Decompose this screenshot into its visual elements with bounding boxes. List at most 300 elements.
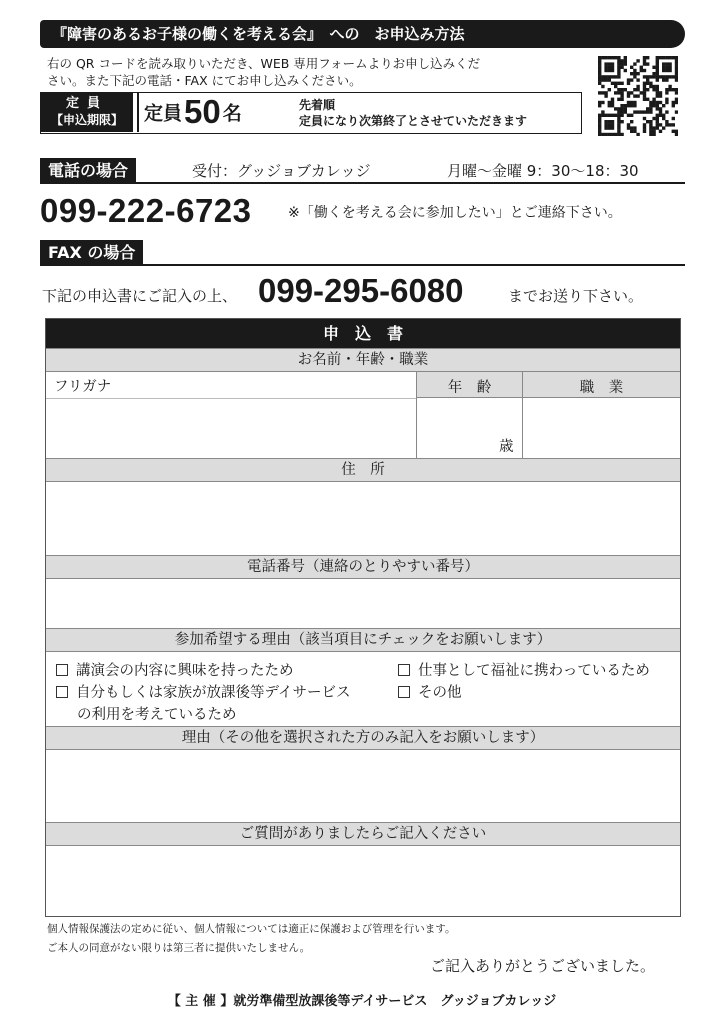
qr-module [649, 82, 652, 85]
other-reason-section-header: 理由（その他を選択された方のみ記入をお願いします） [46, 726, 680, 750]
reason-option-4-label: その他 [418, 685, 462, 701]
qr-module [675, 62, 678, 65]
qr-module [646, 98, 649, 101]
qr-module [608, 88, 611, 91]
address-field[interactable] [46, 483, 680, 555]
qr-module [617, 107, 620, 110]
qr-module [627, 101, 630, 104]
qr-module [598, 104, 601, 107]
qr-module [620, 104, 623, 107]
qr-module [620, 107, 623, 110]
qr-module [656, 56, 659, 59]
qr-module [659, 56, 662, 59]
qr-module [627, 94, 630, 97]
qr-module [604, 56, 607, 59]
qr-module [665, 98, 668, 101]
qr-module [636, 59, 639, 62]
qr-module [656, 107, 659, 110]
qr-module [598, 123, 601, 126]
qr-module [659, 91, 662, 94]
qr-module [633, 72, 636, 75]
qr-module [630, 114, 633, 117]
qr-module [614, 107, 617, 110]
qr-module [617, 117, 620, 120]
qr-module [604, 62, 607, 65]
qr-module [633, 110, 636, 113]
qr-module [656, 120, 659, 123]
thanks-text: ご記入ありがとうございました。 [430, 957, 656, 975]
capacity-box [40, 92, 582, 134]
qr-module [662, 66, 665, 69]
qr-module [633, 104, 636, 107]
qr-module [617, 126, 620, 129]
qr-module [652, 104, 655, 107]
qr-module [649, 120, 652, 123]
qr-module [643, 82, 646, 85]
qr-module [649, 101, 652, 104]
qr-module [643, 94, 646, 97]
checkbox-icon[interactable] [56, 686, 68, 698]
qr-module [656, 78, 659, 81]
qr-module [598, 101, 601, 104]
qr-module [608, 104, 611, 107]
questions-field[interactable] [46, 847, 680, 916]
qr-module [598, 66, 601, 69]
qr-module [643, 75, 646, 78]
qr-module [675, 88, 678, 91]
qr-module [620, 94, 623, 97]
qr-module [675, 69, 678, 72]
qr-module [643, 126, 646, 129]
qr-module [662, 117, 665, 120]
reason-section-header: 参加希望する理由（該当項目にチェックをお願いします） [46, 628, 680, 652]
qr-module [652, 126, 655, 129]
qr-module [649, 110, 652, 113]
qr-module [604, 94, 607, 97]
qr-module [643, 110, 646, 113]
qr-module [614, 91, 617, 94]
qr-module [608, 62, 611, 65]
page-title-bar [40, 20, 685, 48]
intro-text [47, 55, 582, 89]
qr-module [662, 62, 665, 65]
qr-module [649, 104, 652, 107]
qr-module [675, 133, 678, 136]
qr-module [624, 56, 627, 59]
qr-module [656, 104, 659, 107]
qr-module [662, 75, 665, 78]
qr-module [649, 85, 652, 88]
qr-module [675, 130, 678, 133]
qr-module [630, 104, 633, 107]
application-form [45, 318, 681, 917]
checkbox-icon[interactable] [398, 664, 410, 676]
qr-module [611, 66, 614, 69]
qr-module [630, 126, 633, 129]
qr-module [656, 126, 659, 129]
qr-module [608, 101, 611, 104]
qr-module [604, 66, 607, 69]
capacity-number: 50 [184, 93, 221, 130]
qr-module [652, 75, 655, 78]
qr-module [633, 130, 636, 133]
qr-module [672, 104, 675, 107]
name-section-header: お名前・年齢・職業 [46, 348, 680, 372]
qr-module [611, 75, 614, 78]
checkbox-icon[interactable] [398, 686, 410, 698]
qr-module [608, 75, 611, 78]
qr-module [662, 126, 665, 129]
reason-option-4[interactable] [398, 681, 462, 702]
qr-module [656, 75, 659, 78]
qr-module [614, 133, 617, 136]
qr-module [601, 85, 604, 88]
age-unit: 歳 [499, 439, 514, 455]
qr-module [675, 101, 678, 104]
qr-module [646, 88, 649, 91]
qr-module [672, 88, 675, 91]
qr-module [652, 66, 655, 69]
qr-module [643, 123, 646, 126]
qr-module [643, 69, 646, 72]
qr-module [601, 114, 604, 117]
reason-option-2-label: 仕事として福祉に携わっているため [418, 663, 650, 679]
intro-line-1: 右の QR コードを読み取りいただき、WEB 専用フォームよりお申し込みくだ [47, 56, 481, 71]
qr-module [675, 98, 678, 101]
qr-module [636, 88, 639, 91]
qr-module [617, 72, 620, 75]
qr-module [611, 69, 614, 72]
qr-module [675, 75, 678, 78]
qr-module [630, 120, 633, 123]
capacity-prefix: 定員 [144, 102, 183, 125]
qr-module [617, 130, 620, 133]
qr-module [656, 85, 659, 88]
qr-module [627, 78, 630, 81]
qr-module [633, 69, 636, 72]
reason-option-2[interactable] [398, 659, 650, 680]
qr-module [633, 88, 636, 91]
qr-module [608, 56, 611, 59]
job-field[interactable] [523, 399, 680, 457]
qr-module [652, 98, 655, 101]
qr-module [604, 91, 607, 94]
qr-module [656, 123, 659, 126]
qr-module [624, 69, 627, 72]
qr-module [604, 69, 607, 72]
qr-module [668, 56, 671, 59]
capacity-value [144, 93, 242, 132]
furigana-label: フリガナ [54, 379, 112, 395]
qr-module [617, 110, 620, 113]
qr-module [627, 91, 630, 94]
qr-module [614, 114, 617, 117]
qr-module [627, 126, 630, 129]
qr-module [598, 72, 601, 75]
qr-module [675, 78, 678, 81]
qr-module [665, 123, 668, 126]
capacity-label-deadline: 【申込期限】 [50, 113, 123, 127]
checkbox-icon[interactable] [56, 664, 68, 676]
privacy-line-2: ご本人の同意がない限りは第三者に提供いたしません。 [47, 942, 311, 954]
capacity-note-line-1: 先着順 [299, 98, 336, 112]
capacity-label-title: 定員 [65, 96, 108, 111]
qr-module [643, 56, 646, 59]
reason-option-1-label: 講演会の内容に興味を持ったため [76, 663, 294, 679]
qr-module [665, 120, 668, 123]
qr-module [672, 56, 675, 59]
qr-module [598, 117, 601, 120]
qr-module [636, 72, 639, 75]
qr-module [659, 110, 662, 113]
qr-module [601, 78, 604, 81]
qr-module [614, 56, 617, 59]
qr-module [624, 107, 627, 110]
capacity-suffix: 名 [222, 102, 242, 125]
reason-option-3[interactable] [56, 681, 350, 702]
qr-module [620, 82, 623, 85]
reason-option-3-continuation: の利用を考えているため [77, 707, 237, 723]
qr-module [633, 75, 636, 78]
qr-module [665, 110, 668, 113]
qr-module [598, 114, 601, 117]
qr-module [672, 117, 675, 120]
qr-module [652, 72, 655, 75]
qr-module [665, 101, 668, 104]
qr-module [672, 123, 675, 126]
qr-module [598, 91, 601, 94]
qr-module [598, 56, 601, 59]
qr-module [675, 66, 678, 69]
qr-module [672, 75, 675, 78]
qr-module [604, 123, 607, 126]
qr-module [665, 88, 668, 91]
qr-module [656, 69, 659, 72]
qr-module [662, 104, 665, 107]
phone-reception: 受付：グッジョブカレッジ [192, 162, 371, 180]
qr-module [665, 62, 668, 65]
qr-module [611, 101, 614, 104]
page-title: 『障害のあるお子様の働くを考える会』 への お申込み方法 [52, 25, 465, 43]
qr-module [601, 133, 604, 136]
qr-module [611, 62, 614, 65]
qr-module [636, 94, 639, 97]
qr-module [643, 59, 646, 62]
qr-module [665, 75, 668, 78]
qr-module [656, 66, 659, 69]
qr-module [656, 117, 659, 120]
qr-module [643, 98, 646, 101]
capacity-divider [137, 93, 139, 132]
qr-module [617, 114, 620, 117]
qr-module [624, 62, 627, 65]
qr-module [604, 126, 607, 129]
qr-module [608, 126, 611, 129]
qr-module [598, 126, 601, 129]
qr-module [665, 91, 668, 94]
qr-module [668, 66, 671, 69]
qr-module [627, 82, 630, 85]
qr-module [608, 114, 611, 117]
qr-module [620, 62, 623, 65]
qr-module [617, 123, 620, 126]
qr-module [643, 91, 646, 94]
qr-module [598, 120, 601, 123]
address-section-header: 住 所 [46, 458, 680, 482]
qr-module [620, 66, 623, 69]
qr-module [668, 69, 671, 72]
phone-section-tag: 電話の場合 [40, 158, 136, 183]
qr-module [611, 114, 614, 117]
qr-module [614, 82, 617, 85]
privacy-notice [47, 920, 455, 958]
qr-module [611, 126, 614, 129]
qr-module [656, 88, 659, 91]
qr-module [659, 94, 662, 97]
qr-module [620, 88, 623, 91]
fax-post-text: までお送り下さい。 [508, 287, 644, 305]
qr-module [636, 78, 639, 81]
qr-module [624, 110, 627, 113]
phone-field[interactable] [46, 580, 680, 628]
qr-module [652, 117, 655, 120]
qr-module [640, 69, 643, 72]
qr-module [630, 78, 633, 81]
phone-number[interactable]: 099-222-6723 [40, 192, 252, 229]
qr-module [604, 78, 607, 81]
qr-module [611, 98, 614, 101]
qr-module [643, 62, 646, 65]
qr-module [630, 91, 633, 94]
qr-module [598, 69, 601, 72]
qr-module [608, 66, 611, 69]
qr-module [668, 75, 671, 78]
qr-module [636, 110, 639, 113]
qr-module [665, 66, 668, 69]
qr-module [656, 94, 659, 97]
qr-module [601, 91, 604, 94]
fax-pre-text: 下記の申込書にご記入の上、 [42, 287, 238, 305]
qr-module [620, 110, 623, 113]
qr-module [636, 85, 639, 88]
qr-module [633, 62, 636, 65]
qr-module [640, 91, 643, 94]
qr-module [675, 56, 678, 59]
qr-module [611, 56, 614, 59]
qr-module [617, 120, 620, 123]
qr-module [646, 82, 649, 85]
qr-module [627, 104, 630, 107]
qr-module [659, 123, 662, 126]
qr-module [643, 117, 646, 120]
qr-module [617, 75, 620, 78]
phone-note: ※「働くを考える会に参加したい」とご連絡下さい。 [288, 205, 622, 221]
capacity-label [41, 93, 133, 132]
qr-module [601, 110, 604, 113]
qr-module [646, 120, 649, 123]
fax-number[interactable]: 099-295-6080 [258, 272, 464, 309]
qr-module [656, 114, 659, 117]
qr-module [604, 75, 607, 78]
qr-module [630, 130, 633, 133]
qr-module [649, 126, 652, 129]
qr-module [646, 62, 649, 65]
qr-module [598, 78, 601, 81]
qr-module [659, 107, 662, 110]
qr-module [601, 101, 604, 104]
qr-module [675, 72, 678, 75]
qr-module [617, 69, 620, 72]
qr-module [598, 75, 601, 78]
qr-module [656, 62, 659, 65]
qr-module [668, 88, 671, 91]
qr-module [662, 56, 665, 59]
qr-module [624, 59, 627, 62]
qr-module [604, 133, 607, 136]
qr-module [640, 110, 643, 113]
fax-section-rule [40, 264, 685, 266]
qr-module [611, 120, 614, 123]
qr-module [668, 62, 671, 65]
qr-module [672, 101, 675, 104]
qr-module [643, 88, 646, 91]
qr-module [656, 59, 659, 62]
name-field[interactable] [46, 399, 416, 457]
qr-module [608, 133, 611, 136]
qr-module [617, 133, 620, 136]
qr-module [627, 123, 630, 126]
qr-module [620, 98, 623, 101]
qr-module [627, 114, 630, 117]
qr-module [675, 110, 678, 113]
qr-code[interactable] [598, 56, 678, 136]
qr-module [608, 69, 611, 72]
qr-module [656, 91, 659, 94]
phone-section-header: 電話番号（連絡のとりやすい番号） [46, 555, 680, 579]
qr-module [636, 133, 639, 136]
other-reason-field[interactable] [46, 751, 680, 823]
qr-module [646, 110, 649, 113]
qr-module [604, 120, 607, 123]
qr-module [630, 66, 633, 69]
qr-module [620, 59, 623, 62]
fax-section-tag: FAX の場合 [40, 240, 143, 265]
qr-module [620, 120, 623, 123]
qr-module [672, 130, 675, 133]
qr-module [617, 98, 620, 101]
qr-module [608, 78, 611, 81]
qr-module [662, 114, 665, 117]
intro-line-2: さい。また下記の電話・FAX にてお申し込みください。 [47, 73, 362, 88]
qr-module [598, 59, 601, 62]
qr-module [601, 75, 604, 78]
qr-module [649, 130, 652, 133]
qr-module [668, 85, 671, 88]
qr-module [624, 88, 627, 91]
qr-module [604, 114, 607, 117]
qr-module [614, 85, 617, 88]
privacy-line-1: 個人情報保護法の定めに従い、個人情報については適正に保護および管理を行います。 [47, 923, 456, 935]
qr-module [652, 130, 655, 133]
qr-module [620, 91, 623, 94]
reason-option-1[interactable] [56, 659, 294, 680]
qr-module [624, 104, 627, 107]
phone-hours: 月曜〜金曜 9：30〜18：30 [447, 162, 639, 180]
qr-module [665, 69, 668, 72]
qr-module [656, 101, 659, 104]
capacity-note [299, 97, 527, 129]
qr-module [630, 101, 633, 104]
